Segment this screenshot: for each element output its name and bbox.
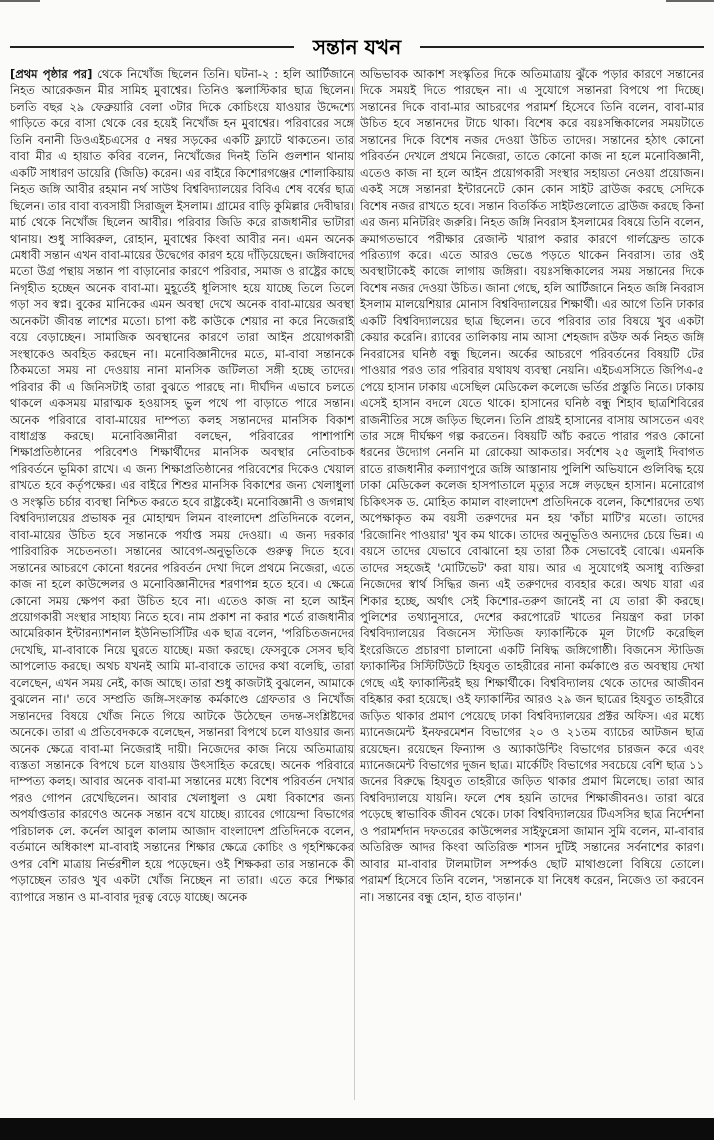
left-column-paragraph [10, 66, 354, 905]
top-edge-mark-left [0, 0, 40, 2]
top-edge-mark-right [666, 0, 714, 2]
continuation-marker: [প্রথম পৃষ্ঠার পর] [10, 67, 93, 81]
headline-rule-left [10, 46, 294, 48]
headline-rule-right [420, 46, 704, 48]
right-column-paragraph: অভিভাবক আকাশ সংস্কৃতির দিকে অতিমাত্রায় ঝুঁকে পড়ার কারণে সন্তানের দিকে সময়ই দিতে পারছেন না। এ সুযোগে সন্তানরা বিপথে পা দিচ্ছে। সন্তানের দিকে বাবা-মার আচরণের পরামর্শ হিসেবে তিনি বলেন, বাবা-মার উচিত হবে সন্তানদের টাচে থাকা। বিশেষ করে বয়ঃসন্ধিকালের সময়টাতে সন্তানের দিকে বিশেষ নজর দেওয়া উচিত তাদের। সন্তানের হঠাৎ কোনো পরিবর্তন দেখলে প্রথমে নিজেরা, তাতে কোনো কাজ না হলে মনোবিজ্ঞানী, এতেও কাজ না হলে আইন প্রয়োগকারী সংস্থার সহায়তা নেওয়া প্রয়োজন। একই সঙ্গে সন্তানরা ইন্টারনেটে কোন কোন সাইট ব্রাউজ করছে সেদিকে বিশেষ নজর রাখতে হবে। সন্তান বিতর্কিত সাইটগুলোতে ব্রাউজ করছে কিনা এর জন্য মনিটরিং জরুরি। নিহত জঙ্গি নিবরাস ইসলামের বিষয়ে তিনি বলেন, ক্রমাগতভাবে পরীক্ষার রেজাল্ট খারাপ করার কারণে গার্লফ্রেন্ড তাকে পরিত্যাগ করে। এতে আরও ভেঙে পড়তে থাকেন নিবরাস। তার ওই অবস্থাটাকেই কাজে লাগায় জঙ্গিরা। বয়ঃসন্ধিকালের সময় সন্তানের দিকে বিশেষ নজর দেওয়া উচিত। জানা গেছে, হলি আর্টিজানে নিহত জঙ্গি নিবরাস ইসলাম মালয়েশিয়ার মোনাস বিশ্ববিদ্যালয়ের শিক্ষার্থী। এর আগে তিনি ঢাকার একটি বিশ্ববিদ্যালয়ের ছাত্র ছিলেন। তবে পরিবার তার বিষয়ে খুব একটা কেয়ার করেনি। র‍্যাবের তালিকায় নাম আসা শেহজাদ রউফ অর্ক নিহত জঙ্গি নিবরাসের ঘনিষ্ঠ বন্ধু ছিলেন। অর্কের আচরণে পরিবর্তনের বিষয়টি টের পাওয়ার পরও তার পরিবার যথাযথ ব্যবস্থা নেয়নি। এইচএসসিতে জিপিএ-৫ পেয়ে হাসান ঢাকায় এসেছিল মেডিকেল কলেজে ভর্তির প্রস্তুতি নিতে। ঢাকায় এসেই হাসান বদলে যেতে থাকে। হাসানের ঘনিষ্ঠ বন্ধু শিহাব ছাত্রশিবিরের রাজনীতির সঙ্গে জড়িত ছিলেন। তিনি প্রায়ই হাসানের বাসায় আসতেন এবং তার সঙ্গে দীর্ঘক্ষণ গল্প করতেন। বিষয়টি আঁচ করতে পারার পরও কোনো ধরনের উদ্যোগ নেননি মা রোকেয়া আকতার। সর্বশেষ ২৫ জুলাই দিবাগত রাতে রাজধানীর কল্যাণপুরে জঙ্গি আস্তানায় পুলিশি অভিযানে গুলিবিদ্ধ হয়ে ঢাকা মেডিকেল কলেজ হাসপাতালে মৃত্যুর সঙ্গে লড়ছেন হাসান। মনোরোগ চিকিৎসক ড. মোহিত কামাল বাংলাদেশ প্রতিদিনকে বলেন, কিশোরদের তথ্য অপেক্ষাকৃত কম বয়সী তরুণদের মন হয় 'কাঁচা মাটি'র মতো। তাদের 'রিজোনিং পাওয়ার' খুব কম থাকে। তাদের অনুভূতিও অন্যদের চেয়ে ভিন্ন। এ বয়সে তাদের যেভাবে বোঝানো হয় তারা ঠিক সেভাবেই বোঝে। এমনকি তাদের সহজেই 'মোটিভেট' করা যায়। আর এ সুযোগেই অসাধু ব্যক্তিরা নিজেদের স্বার্থ সিদ্ধির জন্য এই তরুণদের ব্যবহার করে। অথচ যারা এর শিকার হচ্ছে, অর্থাৎ সেই কিশোর-তরুণ জানেই না যে তারা কী করছে। পুলিশের তথ্যানুসারে, দেশের করপোরেট খাতের নিয়ন্ত্রণ করা ঢাকা বিশ্ববিদ্যালয়ের বিজনেস স্টাডিজ ফ্যাকাল্টিকে মূল টার্গেট করেছিল ইংরেজিতে প্রচারণা চালানো একটি নিষিদ্ধ জঙ্গিগোষ্ঠী। বিজনেস স্টাডিজ ফ্যাকাল্টির সিস্টিটিউটে হিযবুত তাহরীরের নানা কর্মকাণ্ডে রত অবস্থায় দেখা গেছে এই ফ্যাকাল্টিরই ছয় শিক্ষার্থীকে। বিশ্ববিদ্যালয় থেকে তাদের আজীবন বহিষ্কার করা হয়েছে। ওই ফ্যাকাল্টির আরও ২৯ জন ছাত্রের হিযবুত তাহরীরে জড়িত থাকার প্রমাণ পেয়েছে ঢাকা বিশ্ববিদ্যালয়ের প্রক্টর অফিস। এর মধ্যে ম্যানেজমেন্ট ইনফরমেশন বিভাগের ২০ ও ২১তম ব্যাচের আটজন ছাত্র রয়েছেন। রয়েছেন ফিন্যান্স ও অ্যাকাউন্টিং বিভাগের চারজন করে এবং ম্যানেজমেন্ট বিভাগের দুজন ছাত্র। মার্কেটিং বিভাগের সবচেয়ে বেশি ছাত্র ১১ জনের বিরুদ্ধে হিযবুত তাহরীরে জড়িত থাকার প্রমাণ মিলেছে। তারা আর বিশ্ববিদ্যালয়ে যায়নি। ফলে শেষ হয়নি তাদের শিক্ষাজীবনও। তারা ঝরে পড়েছে স্বাভাবিক জীবন থেকে। ঢাকা বিশ্ববিদ্যালয়ের টিএসসির ছাত্র নির্দেশনা ও পরামর্শদান দফতরের কাউন্সেলর সাইফুন্নেসা জামান সুমি বলেন, মা-বাবার অতিরিক্ত আদর কিংবা অতিরিক্ত শাসন দুটিই সন্তানের সর্বনাশের কারণ। আবার মা-বাবার টালমাটাল সম্পর্কও ছোট মাথাগুলো বিষিয়ে তোলে। পরামর্শ হিসেবে তিনি বলেন, 'সন্তানকে যা নিষেধ করেন, নিজেও তা করবেন না। সন্তানের বন্ধু হোন, হাত বাড়ান।' [360, 67, 704, 904]
headline-bar [0, 30, 714, 64]
article-column-left [10, 66, 354, 1106]
left-column-text: থেকে নিখোঁজ ছিলেন তিনি। ঘটনা-২ : হলি আর্টিজানে নিহত আরেকজন মীর সামিহ মুবাশ্বের। তিনিও স্কলাস্টিকার ছাত্র ছিলেন। চলতি বছর ২৯ ফেব্রুয়ারি বেলা ৩টার দিকে কোচিংয়ে যাওয়ার উদ্দেশ্যে গাড়িতে করে বাসা থেকে বের হয়েই নিখোঁজ হন মুবাশ্বের। পরিবারের সঙ্গে তিনি বনানী ডিওএইচএসের ৫ নম্বর সড়কের একটি ফ্ল্যাটে থাকতেন। তার বাবা মীর এ হায়াত কবির বলেন, নিখোঁজের দিনই তিনি গুলশান থানায় একটি সাধারণ ডায়েরি (জিডি) করেন। এর বাইরে কিশোরগঞ্জের শোলাকিয়ায় নিহত জঙ্গি আবীর রহমান নর্থ সাউথ বিশ্ববিদ্যালয়ের বিবিএ শেষ বর্ষের ছাত্র ছিলেন। তার বাবা ব্যবসায়ী সিরাজুল ইসলাম। গ্রামের বাড়ি কুমিল্লার দেবীদ্বার। মার্চ থেকে নিখোঁজ ছিলেন আবীর। পরিবার জিডি করে রাজধানীর ভাটারা থানায়। শুধু সাব্বিরুল, রোহান, মুবাশ্বের কিংবা আবীর নন। এমন অনেক মেধাবী সন্তান এখন বাবা-মায়ের উদ্বেগের কারণ হয়ে দাঁড়িয়েছেন। জঙ্গিবাদের মতো উগ্র পন্থায় সন্তান পা বাড়ানোর কারণে পরিবার, সমাজ ও রাষ্ট্রের কাছে নিগৃহীত হচ্ছেন অনেক বাবা-মা। মুহূর্তেই ধূলিসাৎ হয়ে যাচ্ছে তিলে তিলে গড়া সব স্বপ্ন। বুকের মানিকের এমন অবস্থা দেখে অনেক বাবা-মায়ের অবস্থা অনেকটা জীবন্ত লাশের মতো। চাপা কষ্ট কাউকে শেয়ার না করে নিজেরাই বয়ে বেড়াচ্ছেন। সামাজিক অবস্থানের কারণে তারা আইন প্রয়োগকারী সংস্থাকেও অবহিত করছেন না। মনোবিজ্ঞানীদের মতে, মা-বাবা সন্তানকে ঠিকমতো সময় না দেওয়ায় নানা মানসিক জটিলতা সঙ্গী হচ্ছে তাদের। পরিবার কী এ জিনিসটাই তারা বুঝতে পারছে না। দীর্ঘদিন এভাবে চলতে থাকলে একসময় মারাত্মক হওয়াসহ ভুল পথে পা বাড়াতে পারে সন্তান। অনেক পরিবারে বাবা-মায়ের দাম্পত্য কলহ সন্তানদের মানসিক বিকাশ বাধাগ্রস্ত করছে। মনোবিজ্ঞানীরা বলছেন, পরিবারের পাশাপাশি শিক্ষাপ্রতিষ্ঠানের পরিবেশও শিক্ষার্থীদের মানসিক অবস্থার নেতিবাচক পরিবর্তনে ভূমিকা রাখে। এ জন্য শিক্ষাপ্রতিষ্ঠানের পরিবেশের দিকেও খেয়াল রাখতে হবে কর্তৃপক্ষের। এর বাইরে শিশুর মানসিক বিকাশের জন্য খেলাধুলা ও সংস্কৃতি চর্চার ব্যবস্থা নিশ্চিত করতে হবে রাষ্ট্রকেই। মনোবিজ্ঞানী ও জগন্নাথ বিশ্ববিদ্যালয়ের প্রভাষক নূর মোহাম্মদ লিমন বাংলাদেশ প্রতিদিনকে বলেন, বাবা-মায়ের উচিত হবে সন্তানকে পর্যাপ্ত সময় দেওয়া। এ জন্য দরকার পারিবারিক সচেতনতা। সন্তানের আবেগ-অনুভূতিকে গুরুত্ব দিতে হবে। সন্তানের আচরণে কোনো ধরনের পরিবর্তন দেখা দিলে প্রথমে নিজেরা, এতে কাজ না হলে কাউন্সেলর ও মনোবিজ্ঞানীদের শরণাপন্ন হতে হবে। এ ক্ষেত্রে কোনো সময় ক্ষেপণ করা উচিত হবে না। এতেও কাজ না হলে আইন প্রয়োগকারী সংস্থার সাহায্য নিতে হবে। নাম প্রকাশ না করার শর্তে রাজধানীর আমেরিকান ইন্টারন্যাশনাল ইউনিভার্সিটির এক ছাত্র বলেন, 'পরিচিতজনদের দেখেছি, মা-বাবাকে নিয়ে ঘুরতে যাচ্ছে। মজা করছে। ফেসবুকে সেসব ছবি আপলোড করছে। অথচ যখনই আমি মা-বাবাকে তাদের কথা বলেছি, তারা বলেছেন, এখন সময় নেই, কাজ আছে। তারা শুধু কাজটাই বুঝলেন, আমাকে বুঝলেন না।' তবে সম্প্রতি জঙ্গি-সংক্রান্ত কর্মকাণ্ডে গ্রেফতার ও নিখোঁজ সন্তানদের বিষয়ে খোঁজ নিতে গিয়ে আটকে উঠেছেন তদন্ত-সংশ্লিষ্টদের অনেকে। তারা এ প্রতিবেদককে বলেছেন, সন্তানরা বিপথে চলে যাওয়ার জন্য অনেক ক্ষেত্রে বাবা-মা নিজেরাই দায়ী। নিজেদের কাজ নিয়ে অতিমাত্রায় ব্যস্ততা সন্তানকে বিপথে চলে যাওয়ায় উৎসাহিত করেছে। অনেক পরিবারে দাম্পত্য কলহ। আবার অনেক বাবা-মা সন্তানের মধ্যে বিশেষ পরিবর্তন দেখার পরও গোপন রেখেছিলেন। আবার খেলাধুলা ও মেধা বিকাশের জন্য অপর্যাপ্ততার কারণেও অনেক সন্তান বখে যাচ্ছে। র‍্যাবের গোয়েন্দা বিভাগের পরিচালক লে. কর্নেল আবুল কালাম আজাদ বাংলাদেশ প্রতিদিনকে বলেন, বর্তমানে অধিকাংশ মা-বাবাই সন্তানের শিক্ষার ক্ষেত্রে কোচিং ও গৃহশিক্ষকের ওপর বেশি মাত্রায় নির্ভরশীল হয়ে পড়েছেন। ওই শিক্ষকরা তার সন্তানকে কী পড়াচ্ছেন তারও খুব একটা খোঁজ নিচ্ছেন না তারা। এতে করে শিক্ষার ব্যাপারে সন্তান ও মা-বাবার দূরত্ব বেড়ে যাচ্ছে। অনেক [10, 67, 354, 904]
article-headline: সন্তান যখন [312, 35, 402, 59]
column-divider [354, 70, 355, 1100]
bottom-black-bar [0, 1118, 714, 1140]
article-column-right [360, 66, 704, 1106]
top-edge-strip [0, 0, 714, 6]
